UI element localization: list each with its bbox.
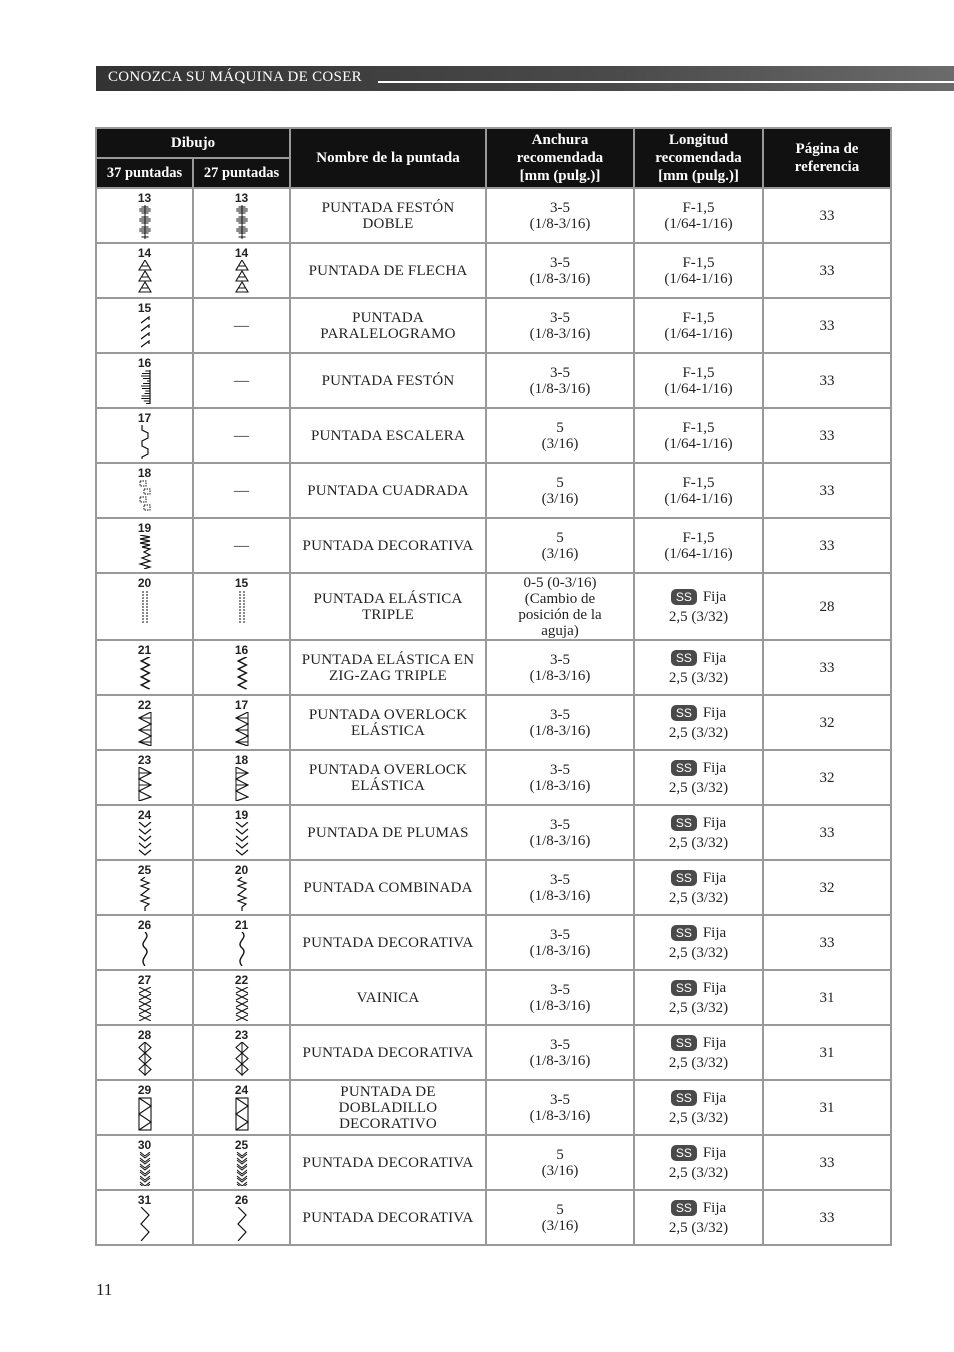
recommended-length: F-1,5 (1/64-1/16) — [634, 408, 763, 463]
pattern-number-27: 13 — [234, 191, 249, 205]
recommended-width: 5 (3/16) — [486, 1190, 634, 1245]
pattern-number-27: — — [234, 317, 249, 334]
recommended-length — [634, 915, 763, 970]
pattern-number-37: 16 — [137, 356, 152, 370]
pattern-number-27: 14 — [234, 246, 249, 260]
stitch-pattern-icon — [138, 535, 152, 569]
recommended-length: F-1,5 (1/64-1/16) — [634, 463, 763, 518]
reference-page: 33 — [763, 463, 891, 518]
stitch-pattern-icon — [235, 932, 249, 966]
length-value: 2,5 (3/32) — [668, 724, 729, 741]
reference-page: 28 — [763, 573, 891, 640]
table-row — [96, 805, 891, 860]
pattern-number-37: 14 — [137, 246, 152, 260]
stitch-name: PUNTADA PARALELOGRAMO — [290, 298, 486, 353]
ss-badge-icon: SS — [671, 1090, 697, 1106]
pattern-number-37: 30 — [137, 1138, 152, 1152]
table-row — [96, 408, 891, 463]
reference-page: 32 — [763, 860, 891, 915]
fixed-label: Fija — [702, 1034, 727, 1051]
stitch-name: VAINICA — [290, 970, 486, 1025]
pattern-27-cell — [193, 353, 290, 408]
length-value: 2,5 (3/32) — [668, 889, 729, 906]
length-value: 2,5 (3/32) — [668, 944, 729, 961]
table-row — [96, 1025, 891, 1080]
stitch-name: PUNTADA ESCALERA — [290, 408, 486, 463]
stitch-pattern-icon — [138, 1152, 152, 1186]
stitch-pattern-icon — [235, 657, 249, 691]
recommended-length — [634, 1080, 763, 1135]
ss-badge-icon: SS — [671, 870, 697, 886]
fixed-label: Fija — [702, 1089, 727, 1106]
recommended-length — [634, 1190, 763, 1245]
stitch-pattern-icon — [138, 590, 152, 624]
pattern-number-27: 26 — [234, 1193, 249, 1207]
length-value: 2,5 (3/32) — [668, 608, 729, 625]
pattern-number-37: 19 — [137, 521, 152, 535]
stitch-pattern-icon — [138, 205, 152, 239]
pattern-number-27: 21 — [234, 918, 249, 932]
recommended-width: 3-5 (1/8-3/16) — [486, 188, 634, 243]
pattern-number-27: 19 — [234, 808, 249, 822]
pattern-number-37: 20 — [137, 576, 152, 590]
pattern-37-cell — [96, 1190, 193, 1245]
stitch-name: PUNTADA DE FLECHA — [290, 243, 486, 298]
recommended-width: 3-5 (1/8-3/16) — [486, 298, 634, 353]
recommended-length — [634, 695, 763, 750]
recommended-length — [634, 805, 763, 860]
pattern-37-cell — [96, 750, 193, 805]
pattern-27-cell — [193, 1080, 290, 1135]
stitch-name: PUNTADA DECORATIVA — [290, 915, 486, 970]
pattern-27-cell — [193, 915, 290, 970]
recommended-length — [634, 640, 763, 695]
pattern-37-cell — [96, 1025, 193, 1080]
reference-page: 33 — [763, 1135, 891, 1190]
stitch-pattern-icon — [138, 712, 152, 746]
recommended-length: F-1,5 (1/64-1/16) — [634, 353, 763, 408]
table-row — [96, 1135, 891, 1190]
recommended-length: F-1,5 (1/64-1/16) — [634, 188, 763, 243]
pattern-27-cell — [193, 518, 290, 573]
ss-badge-icon: SS — [671, 760, 697, 776]
pattern-37-cell — [96, 243, 193, 298]
reference-page: 33 — [763, 353, 891, 408]
recommended-length — [634, 1025, 763, 1080]
pattern-37-cell — [96, 573, 193, 640]
stitch-pattern-icon — [138, 1042, 152, 1076]
reference-page: 33 — [763, 805, 891, 860]
pattern-number-27: 25 — [234, 1138, 249, 1152]
pattern-37-cell — [96, 463, 193, 518]
table-row — [96, 1190, 891, 1245]
length-value: 2,5 (3/32) — [668, 1164, 729, 1181]
pattern-37-cell — [96, 640, 193, 695]
pattern-37-cell — [96, 408, 193, 463]
table-row — [96, 750, 891, 805]
pattern-number-27: 22 — [234, 973, 249, 987]
ss-badge-icon: SS — [671, 705, 697, 721]
page-number: 11 — [96, 1280, 113, 1299]
length-value: 2,5 (3/32) — [668, 779, 729, 796]
stitch-pattern-icon — [235, 260, 249, 294]
recommended-length: F-1,5 (1/64-1/16) — [634, 243, 763, 298]
recommended-width: 3-5 (1/8-3/16) — [486, 1080, 634, 1135]
pattern-number-37: 29 — [137, 1083, 152, 1097]
stitch-pattern-icon — [138, 480, 152, 514]
stitch-pattern-icon — [235, 767, 249, 801]
pattern-number-37: 21 — [137, 643, 152, 657]
recommended-width: 3-5 (1/8-3/16) — [486, 860, 634, 915]
length-value: 2,5 (3/32) — [668, 834, 729, 851]
pattern-37-cell — [96, 188, 193, 243]
ss-badge-icon: SS — [671, 815, 697, 831]
pattern-27-cell — [193, 573, 290, 640]
table-row — [96, 915, 891, 970]
reference-page: 33 — [763, 188, 891, 243]
pattern-37-cell — [96, 915, 193, 970]
header-dibujo: Dibujo — [96, 128, 290, 158]
reference-page: 33 — [763, 243, 891, 298]
fixed-label: Fija — [702, 979, 727, 996]
stitch-name: PUNTADA DECORATIVA — [290, 518, 486, 573]
stitch-pattern-icon — [138, 822, 152, 856]
pattern-number-37: 18 — [137, 466, 152, 480]
pattern-number-37: 24 — [137, 808, 152, 822]
pattern-37-cell — [96, 805, 193, 860]
pattern-number-37: 25 — [137, 863, 152, 877]
pattern-number-37: 13 — [137, 191, 152, 205]
header-27-puntadas: 27 puntadas — [193, 158, 290, 188]
pattern-27-cell — [193, 408, 290, 463]
length-value: 2,5 (3/32) — [668, 999, 729, 1016]
ss-badge-icon: SS — [671, 589, 697, 605]
reference-page: 33 — [763, 408, 891, 463]
recommended-width: 5 (3/16) — [486, 1135, 634, 1190]
ss-badge-icon: SS — [671, 980, 697, 996]
stitch-name: PUNTADA DECORATIVA — [290, 1190, 486, 1245]
pattern-27-cell — [193, 805, 290, 860]
pattern-number-27: — — [234, 537, 249, 554]
reference-page: 33 — [763, 915, 891, 970]
stitch-pattern-icon — [138, 987, 152, 1021]
pattern-27-cell — [193, 970, 290, 1025]
table-row — [96, 573, 891, 640]
pattern-number-37: 23 — [137, 753, 152, 767]
ss-badge-icon: SS — [671, 925, 697, 941]
pattern-27-cell — [193, 1190, 290, 1245]
pattern-27-cell — [193, 463, 290, 518]
pattern-number-27: — — [234, 482, 249, 499]
recommended-length — [634, 573, 763, 640]
pattern-number-27: 17 — [234, 698, 249, 712]
pattern-number-27: — — [234, 372, 249, 389]
header-rule — [378, 81, 954, 83]
pattern-27-cell — [193, 188, 290, 243]
table-row — [96, 353, 891, 408]
stitch-name: PUNTADA DE DOBLADILLO DECORATIVO — [290, 1080, 486, 1135]
ss-badge-icon: SS — [671, 1200, 697, 1216]
pattern-number-37: 31 — [137, 1193, 152, 1207]
pattern-number-27: 16 — [234, 643, 249, 657]
stitch-name: PUNTADA DECORATIVA — [290, 1135, 486, 1190]
table-row — [96, 1080, 891, 1135]
pattern-number-27: — — [234, 427, 249, 444]
length-value: 2,5 (3/32) — [668, 1109, 729, 1126]
table-row — [96, 243, 891, 298]
ss-badge-icon: SS — [671, 1145, 697, 1161]
pattern-number-37: 17 — [137, 411, 152, 425]
header-longitud: Longitud recomendada [mm (pulg.)] — [634, 128, 763, 188]
fixed-label: Fija — [702, 1144, 727, 1161]
stitch-pattern-icon — [138, 315, 152, 349]
recommended-length — [634, 860, 763, 915]
recommended-length — [634, 750, 763, 805]
ss-badge-icon: SS — [671, 650, 697, 666]
pattern-number-37: 15 — [137, 301, 152, 315]
pattern-number-27: 15 — [234, 576, 249, 590]
header-nombre: Nombre de la puntada — [290, 128, 486, 188]
pattern-number-27: 18 — [234, 753, 249, 767]
stitch-pattern-icon — [138, 657, 152, 691]
pattern-37-cell — [96, 970, 193, 1025]
pattern-number-27: 20 — [234, 863, 249, 877]
fixed-label: Fija — [702, 814, 727, 831]
pattern-37-cell — [96, 695, 193, 750]
stitch-name: PUNTADA COMBINADA — [290, 860, 486, 915]
stitch-name: PUNTADA ELÁSTICA TRIPLE — [290, 573, 486, 640]
reference-page: 33 — [763, 640, 891, 695]
stitch-pattern-icon — [235, 205, 249, 239]
section-header-bar — [96, 66, 954, 91]
header-pagina: Página de referencia — [763, 128, 891, 188]
pattern-37-cell — [96, 1080, 193, 1135]
stitch-pattern-icon — [235, 1042, 249, 1076]
stitch-pattern-icon — [235, 590, 249, 624]
recommended-width: 3-5 (1/8-3/16) — [486, 970, 634, 1025]
reference-page: 31 — [763, 1080, 891, 1135]
length-value: 2,5 (3/32) — [668, 669, 729, 686]
recommended-width: 3-5 (1/8-3/16) — [486, 915, 634, 970]
stitch-name: PUNTADA DE PLUMAS — [290, 805, 486, 860]
table-row — [96, 695, 891, 750]
stitch-pattern-icon — [235, 987, 249, 1021]
ss-badge-icon: SS — [671, 1035, 697, 1051]
stitch-name: PUNTADA FESTÓN — [290, 353, 486, 408]
recommended-length: F-1,5 (1/64-1/16) — [634, 518, 763, 573]
stitch-pattern-icon — [235, 712, 249, 746]
pattern-27-cell — [193, 695, 290, 750]
recommended-width: 5 (3/16) — [486, 463, 634, 518]
stitch-table — [95, 127, 892, 1246]
length-value: 2,5 (3/32) — [668, 1219, 729, 1236]
stitch-pattern-icon — [138, 1207, 152, 1241]
recommended-width: 3-5 (1/8-3/16) — [486, 1025, 634, 1080]
pattern-27-cell — [193, 298, 290, 353]
table-row — [96, 298, 891, 353]
fixed-label: Fija — [702, 704, 727, 721]
pattern-27-cell — [193, 1025, 290, 1080]
stitch-pattern-icon — [235, 1207, 249, 1241]
stitch-pattern-icon — [138, 1097, 152, 1131]
fixed-label: Fija — [702, 869, 727, 886]
length-value: 2,5 (3/32) — [668, 1054, 729, 1071]
pattern-37-cell — [96, 860, 193, 915]
header-row — [96, 128, 891, 158]
pattern-37-cell — [96, 518, 193, 573]
stitch-pattern-icon — [138, 877, 152, 911]
fixed-label: Fija — [702, 588, 727, 605]
pattern-37-cell — [96, 353, 193, 408]
pattern-number-37: 28 — [137, 1028, 152, 1042]
table-row — [96, 860, 891, 915]
fixed-label: Fija — [702, 649, 727, 666]
reference-page: 32 — [763, 695, 891, 750]
table-row — [96, 640, 891, 695]
table-row — [96, 463, 891, 518]
recommended-width: 3-5 (1/8-3/16) — [486, 640, 634, 695]
recommended-width: 3-5 (1/8-3/16) — [486, 805, 634, 860]
stitch-name: PUNTADA CUADRADA — [290, 463, 486, 518]
stitch-name: PUNTADA ELÁSTICA EN ZIG-ZAG TRIPLE — [290, 640, 486, 695]
pattern-number-37: 27 — [137, 973, 152, 987]
stitch-pattern-icon — [138, 370, 152, 404]
stitch-name: PUNTADA FESTÓN DOBLE — [290, 188, 486, 243]
stitch-name: PUNTADA OVERLOCK ELÁSTICA — [290, 695, 486, 750]
stitch-pattern-icon — [138, 260, 152, 294]
fixed-label: Fija — [702, 924, 727, 941]
section-title: CONOZCA SU MÁQUINA DE COSER — [108, 69, 362, 85]
recommended-length — [634, 970, 763, 1025]
stitch-pattern-icon — [235, 1097, 249, 1131]
table-row — [96, 188, 891, 243]
recommended-width: 3-5 (1/8-3/16) — [486, 353, 634, 408]
fixed-label: Fija — [702, 1199, 727, 1216]
pattern-number-27: 23 — [234, 1028, 249, 1042]
stitch-pattern-icon — [138, 767, 152, 801]
stitch-name: PUNTADA OVERLOCK ELÁSTICA — [290, 750, 486, 805]
reference-page: 33 — [763, 298, 891, 353]
pattern-number-37: 26 — [137, 918, 152, 932]
recommended-length: F-1,5 (1/64-1/16) — [634, 298, 763, 353]
reference-page: 32 — [763, 750, 891, 805]
fixed-label: Fija — [702, 759, 727, 776]
reference-page: 31 — [763, 970, 891, 1025]
recommended-length — [634, 1135, 763, 1190]
reference-page: 31 — [763, 1025, 891, 1080]
stitch-pattern-icon — [235, 822, 249, 856]
pattern-27-cell — [193, 1135, 290, 1190]
stitch-pattern-icon — [138, 425, 152, 459]
reference-page: 33 — [763, 518, 891, 573]
pattern-27-cell — [193, 860, 290, 915]
recommended-width: 3-5 (1/8-3/16) — [486, 750, 634, 805]
recommended-width: 0-5 (0-3/16) (Cambio de posición de la aguja) — [486, 573, 634, 640]
pattern-27-cell — [193, 640, 290, 695]
table-row — [96, 970, 891, 1025]
stitch-name: PUNTADA DECORATIVA — [290, 1025, 486, 1080]
recommended-width: 3-5 (1/8-3/16) — [486, 695, 634, 750]
stitch-pattern-icon — [235, 1152, 249, 1186]
recommended-width: 5 (3/16) — [486, 518, 634, 573]
table-row — [96, 518, 891, 573]
header-37-puntadas: 37 puntadas — [96, 158, 193, 188]
pattern-27-cell — [193, 243, 290, 298]
pattern-27-cell — [193, 750, 290, 805]
stitch-pattern-icon — [235, 877, 249, 911]
pattern-37-cell — [96, 298, 193, 353]
pattern-number-27: 24 — [234, 1083, 249, 1097]
recommended-width: 5 (3/16) — [486, 408, 634, 463]
reference-page: 33 — [763, 1190, 891, 1245]
pattern-37-cell — [96, 1135, 193, 1190]
stitch-pattern-icon — [138, 932, 152, 966]
pattern-number-37: 22 — [137, 698, 152, 712]
header-anchura: Anchura recomendada [mm (pulg.)] — [486, 128, 634, 188]
recommended-width: 3-5 (1/8-3/16) — [486, 243, 634, 298]
